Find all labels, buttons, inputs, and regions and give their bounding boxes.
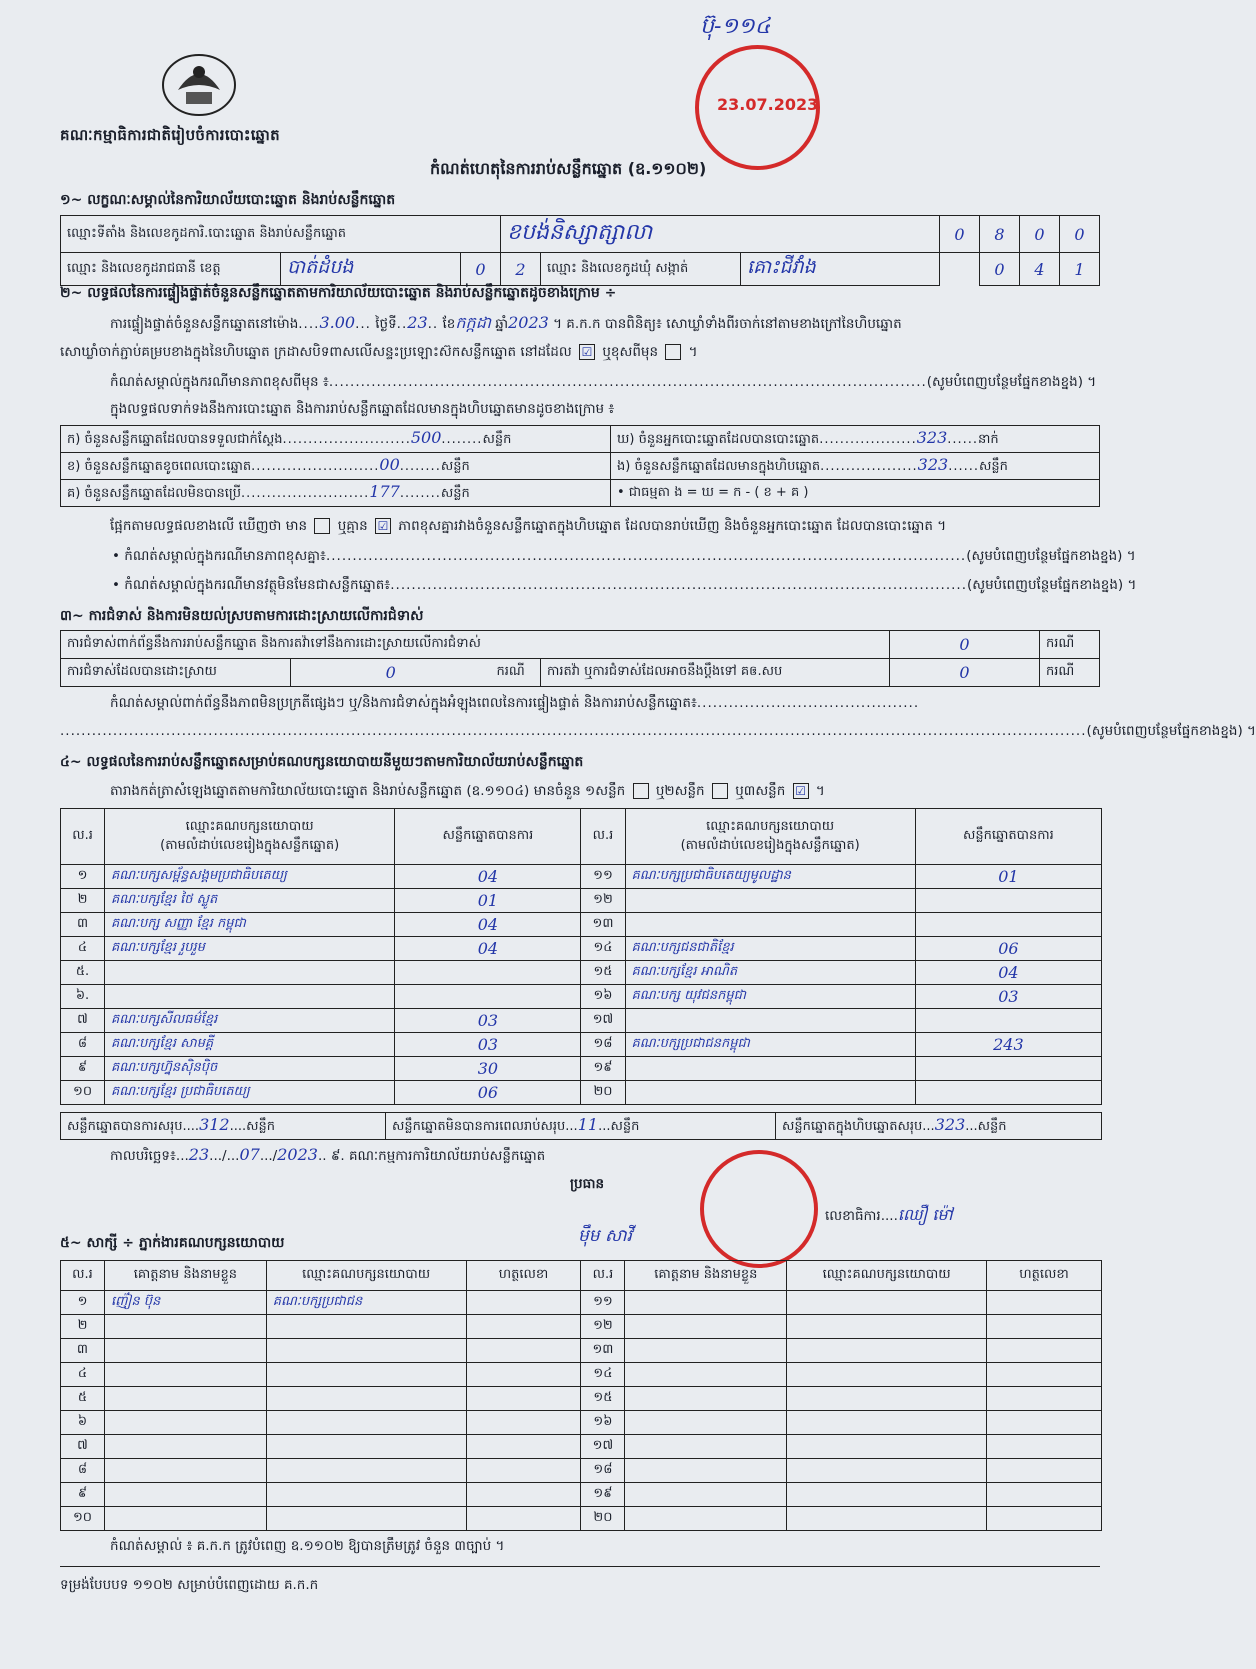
party-name: គណៈបក្សប្រជាធិបតេយ្យមូលដ្ឋាន [625, 865, 915, 889]
has-difference-checkbox[interactable] [314, 518, 330, 534]
col-no: ល.រ [581, 809, 625, 865]
party-votes: 03 [395, 1033, 581, 1057]
witness-name [625, 1291, 787, 1315]
commune-label: ឈ្មោះ និងលេខកូដឃុំ សង្កាត់ [541, 253, 741, 286]
witness-row [61, 1459, 1102, 1483]
section1-heading: ១~ លក្ខណៈសម្គាល់នៃការិយាល័យបោះឆ្នោត និងរាប់សន្លឹកឆ្នោត [60, 192, 396, 208]
witness-name: ញ៉ៀន ប៊ុន [104, 1291, 266, 1315]
witness-name [104, 1459, 266, 1483]
col-votes: សន្លឹកឆ្នោតបានការ [915, 809, 1101, 865]
witness-signature [987, 1435, 1102, 1459]
compare-line: ផ្អែកតាមលទ្ធផលខាងលើ ឃើញថា មាន ឬគ្មាន ☑ ភាពខុសគ្នារវាងចំនួនសន្លឹកឆ្នោតក្នុងហិបឆ្នោត ដែលបានរាប់ឃើញ និងចំនួនអ្នកបោះឆ្នោត ដែលបានបោះឆ្នោត ។ [110, 518, 947, 534]
witness-name [625, 1435, 787, 1459]
party-no: ៣ [61, 913, 105, 937]
count-left: ខ) ចំនួនសន្លឹកឆ្នោតខូចពេលបោះឆ្នោត.........................00........សន្លឹក [61, 453, 611, 480]
party-votes: 04 [395, 865, 581, 889]
witness-name [104, 1315, 266, 1339]
party-no: ៧ [61, 1009, 105, 1033]
witness-signature [987, 1411, 1102, 1435]
party-votes: 04 [395, 937, 581, 961]
witness-party [787, 1339, 987, 1363]
witness-name [625, 1363, 787, 1387]
witness-party [266, 1435, 466, 1459]
form-title: កំណត់ហេតុនៃការរាប់សន្លឹកឆ្នោត (ឧ.១១០២) [430, 159, 707, 178]
party-votes [915, 1009, 1101, 1033]
party-no: ១៨ [581, 1033, 625, 1057]
official-stamp-top [695, 45, 820, 170]
province-code-digit: 0 [461, 253, 501, 286]
party-row [61, 961, 1102, 985]
party-row [61, 985, 1102, 1009]
party-name [625, 1057, 915, 1081]
top-handwritten-number: ប៊ុ-១១៤ [700, 14, 771, 39]
party-votes: 06 [395, 1081, 581, 1105]
verify-line: ការផ្ទៀងផ្ទាត់ចំនួនសន្លឹកឆ្នោតនៅម៉ោង....3.00... ថ្ងៃទី..23.. ខែកក្កដា ឆ្នាំ2023 ។ គ.ក.ក បានពិនិត្យ៖ សោឃ្លាំទាំងពីរចាក់នៅតាមខាងក្រៅនៃហិបឆ្នោត [110, 313, 902, 332]
witness-no: ៩ [61, 1483, 105, 1507]
witness-no: ១៦ [581, 1411, 625, 1435]
party-votes: 04 [395, 913, 581, 937]
location-table [60, 215, 1100, 286]
changed-checkbox[interactable] [665, 344, 681, 360]
count-right: • ជាធម្មតា ង = ឃ = ក - ( ខ + គ ) [611, 480, 1100, 507]
party-votes: 04 [915, 961, 1101, 985]
witness-row [61, 1411, 1102, 1435]
objection-unit: ករណី [1040, 631, 1100, 659]
witness-no: ១៤ [581, 1363, 625, 1387]
resolved-value: 0 [291, 659, 491, 687]
ballot-count-row [61, 426, 1100, 453]
party-name: គណៈបក្សសីលធម៌ខ្មែរ [105, 1009, 395, 1033]
witness-row [61, 1315, 1102, 1339]
witness-no: ១៥ [581, 1387, 625, 1411]
bullet-difference: • កំណត់សម្គាល់ក្នុងករណីមានភាពខុសគ្នា៖.........................................................................................................................(សូមបំពេញបន្ថែមផ្នែកខាងខ្នង) ។ [112, 548, 1136, 564]
witness-row [61, 1507, 1102, 1531]
witness-row [61, 1483, 1102, 1507]
secretary-line: លេខាធិការ....ឈឿ ម៉ៅ [825, 1205, 953, 1224]
col-party: ឈ្មោះគណបក្សនយោបាយ [266, 1261, 466, 1291]
bullet-foreign-object: • កំណត់សម្គាល់ក្នុងករណីមានវត្ថុមិនមែនជាសន្លឹកឆ្នោត៖.............................................................................................................(សូមបំពេញបន្ថែមផ្នែកខាងខ្នង) ។ [112, 577, 1137, 593]
official-stamp-bottom [700, 1150, 818, 1268]
witness-signature [466, 1411, 581, 1435]
party-name: គណៈបក្ស យុវជនកម្ពុជា [625, 985, 915, 1009]
party-no: ១៤ [581, 937, 625, 961]
witness-party [787, 1315, 987, 1339]
party-no: ១១ [581, 865, 625, 889]
party-no: ១០ [61, 1081, 105, 1105]
stamp-date: 23.07.2023 [717, 95, 819, 114]
witness-name [104, 1387, 266, 1411]
irregularity-note: កំណត់សម្គាល់ពាក់ព័ន្ធនឹងភាពមិនប្រក្រតីផ្សេងៗ ឬ/និងការជំទាស់ក្នុងអំឡុងពេលនៃការផ្ទៀងផ្ទាត់ និងការរាប់សន្លឹកឆ្នោត៖.......................................... [110, 695, 920, 711]
witness-name [625, 1315, 787, 1339]
witness-name [625, 1411, 787, 1435]
appeal-unit: ករណី [1040, 659, 1100, 687]
col-signature: ហត្ថលេខា [466, 1261, 581, 1291]
commune-code-digit: 1 [1060, 253, 1100, 286]
province-code-digit: 2 [501, 253, 541, 286]
party-no: ១៩ [581, 1057, 625, 1081]
party-votes [915, 889, 1101, 913]
witness-name [625, 1483, 787, 1507]
witness-no: ៦ [61, 1411, 105, 1435]
witness-row [61, 1339, 1102, 1363]
party-row [61, 1057, 1102, 1081]
col-signature: ហត្ថលេខា [987, 1261, 1102, 1291]
witness-name [104, 1507, 266, 1531]
witness-party [266, 1363, 466, 1387]
tally-sheet-line: តារាងកត់ត្រាសំឡេងឆ្នោតតាមការិយាល័យបោះឆ្នោត និងរាប់សន្លឹកឆ្នោត (ឧ.១១០៤) មានចំនួន ១សន្លឹក ឬ២សន្លឹក ឬ៣សន្លឹក ☑ ។ [110, 783, 825, 799]
witness-party [266, 1507, 466, 1531]
resolved-label: ការជំទាស់ដែលបានដោះស្រាយ [61, 659, 291, 687]
witness-signature [466, 1339, 581, 1363]
party-row [61, 913, 1102, 937]
witness-party: គណៈបក្សប្រជាជន [266, 1291, 466, 1315]
party-votes: 03 [915, 985, 1101, 1009]
witness-party [787, 1363, 987, 1387]
party-no: ១៧ [581, 1009, 625, 1033]
form-code: ទម្រង់បែបបទ ១១០២ សម្រាប់បំពេញដោយ គ.ក.ក [60, 1577, 319, 1593]
witness-no: ១ [61, 1291, 105, 1315]
commune-code-digit: 4 [1020, 253, 1060, 286]
party-name: គណៈបក្សសម្ព័ន្ធសង្គមប្រជាធិបតេយ្យ [105, 865, 395, 889]
witness-signature [466, 1291, 581, 1315]
witness-no: ៥ [61, 1387, 105, 1411]
party-name: គណៈបក្សខ្មែរ ថៃ ស្លូត [105, 889, 395, 913]
section5-heading: ៥~ សាក្សី ÷ ភ្នាក់ងារគណបក្សនយោបាយ [60, 1235, 285, 1251]
col-party: ឈ្មោះគណបក្សនយោបាយ [787, 1261, 987, 1291]
col-no: ល.រ [61, 1261, 105, 1291]
code-digit: 8 [980, 216, 1020, 253]
ballot-count-table [60, 425, 1100, 507]
col-votes: សន្លឹកឆ្នោតបានការ [395, 809, 581, 865]
witness-name [625, 1387, 787, 1411]
note-intact-line: កំណត់សម្គាល់ក្នុងករណីមានភាពខុសពីមុន ៖.................................................................................................................(សូមបំពេញបន្ថែមផ្នែកខាងខ្នង) ។ [110, 374, 1097, 390]
party-name: គណៈបក្សហ្វ៊ុនស៊ិនប៉ិច [105, 1057, 395, 1081]
footer-divider [60, 1566, 1100, 1567]
witness-party [266, 1387, 466, 1411]
witness-signature [987, 1339, 1102, 1363]
party-name: គណៈបក្ស សញ្ញា ខ្មែរ កម្ពុជា [105, 913, 395, 937]
unchanged-checkbox[interactable]: ☑ [579, 344, 595, 360]
party-name [625, 1009, 915, 1033]
seal-line: សោឃ្លាំចាក់ភ្ជាប់គម្របខាងក្នុងនៃហិបឆ្នោត ក្រដាសបិទពាសលើសន្ទះប្រឡោះស៊កសន្លឹកឆ្នោត នៅដដែល ☑ ឬខុសពីមុន ។ [60, 344, 698, 360]
province-label: ឈ្មោះ និងលេខកូដរាជធានី ខេត្ត [61, 253, 281, 286]
resolved-unit: ករណី [491, 659, 541, 687]
party-votes [395, 985, 581, 1009]
commune-code-digit: 0 [980, 253, 1020, 286]
col-party: ឈ្មោះគណបក្សនយោបាយ (តាមលំដាប់លេខរៀងក្នុងសន្លឹកឆ្នោត) [105, 809, 395, 865]
party-no: ២ [61, 889, 105, 913]
party-no: ១២ [581, 889, 625, 913]
party-no: ២០ [581, 1081, 625, 1105]
witness-row [61, 1435, 1102, 1459]
col-name: គោត្តនាម និងនាមខ្លួន [104, 1261, 266, 1291]
party-name: គណៈបក្សជនជាតិខ្មែរ [625, 937, 915, 961]
witness-no: ២០ [581, 1507, 625, 1531]
witness-signature [466, 1435, 581, 1459]
party-votes [915, 1081, 1101, 1105]
irregularity-note-continued: ..................................................................................................................................................................................................(សូមបំពេញបន្ថែមផ្នែកខាងខ្នង) ។ [60, 723, 1256, 739]
witness-no: ១៩ [581, 1483, 625, 1507]
three-sheet-checkbox[interactable]: ☑ [793, 783, 809, 799]
witness-party [787, 1483, 987, 1507]
party-votes [915, 913, 1101, 937]
witness-signature [987, 1459, 1102, 1483]
party-results-table [60, 808, 1102, 1105]
witness-signature [987, 1387, 1102, 1411]
objection-value: 0 [890, 631, 1040, 659]
section2-heading: ២~ លទ្ធផលនៃការផ្ទៀងផ្ទាត់ចំនួនសន្លឹកឆ្នោតតាមការិយាល័យបោះឆ្នោត និងរាប់សន្លឹកឆ្នោតដូចខាងក្រោម ÷ [60, 285, 617, 301]
location-value: ខបង់និស្សាត្សាលា [501, 216, 940, 253]
commune-value: គោះជីវាំង [741, 253, 940, 286]
chair-label: ប្រធាន [570, 1176, 605, 1192]
witness-row [61, 1387, 1102, 1411]
witness-signature [466, 1507, 581, 1531]
col-party: ឈ្មោះគណបក្សនយោបាយ (តាមលំដាប់លេខរៀងក្នុងសន្លឹកឆ្នោត) [625, 809, 915, 865]
witness-signature [466, 1387, 581, 1411]
count-right: ឃ) ចំនួនអ្នកបោះឆ្នោតដែលបានបោះឆ្នោត...................323......នាក់ [611, 426, 1100, 453]
party-votes [395, 961, 581, 985]
code-digit: 0 [1060, 216, 1100, 253]
party-no: ១៥ [581, 961, 625, 985]
party-no: ៤ [61, 937, 105, 961]
party-name: គណៈបក្សខ្មែរ ប្រជាធិបតេយ្យ [105, 1081, 395, 1105]
code-digit: 0 [1020, 216, 1060, 253]
witness-name [104, 1363, 266, 1387]
witness-party [787, 1435, 987, 1459]
witness-party [266, 1411, 466, 1435]
total-valid: សន្លឹកឆ្នោតបានការសរុប....312....សន្លឹក [61, 1113, 386, 1140]
witness-signature [466, 1363, 581, 1387]
witness-no: ១២ [581, 1315, 625, 1339]
witness-name [104, 1411, 266, 1435]
result-intro: ក្នុងលទ្ធផលទាក់ទងនឹងការបោះឆ្នោត និងការរាប់សន្លឹកឆ្នោតដែលមានក្នុងហិបឆ្នោតមានដូចខាងក្រោម ៖ [110, 401, 615, 417]
count-left: គ) ចំនួនសន្លឹកឆ្នោតដែលមិនបានប្រើ.........................177........សន្លឹក [61, 480, 611, 507]
party-no: ៨ [61, 1033, 105, 1057]
party-row [61, 1081, 1102, 1105]
witness-table [60, 1260, 1102, 1531]
witness-party [787, 1411, 987, 1435]
witness-party [266, 1339, 466, 1363]
section4-heading: ៤~ លទ្ធផលនៃការរាប់សន្លឹកឆ្នោតសម្រាប់គណបក្សនយោបាយនីមួយៗតាមការិយាល័យរាប់សន្លឹកឆ្នោត [60, 754, 584, 770]
ballot-count-row [61, 453, 1100, 480]
witness-no: ២ [61, 1315, 105, 1339]
no-difference-checkbox[interactable]: ☑ [375, 518, 391, 534]
party-no: ៥. [61, 961, 105, 985]
witness-no: ១១ [581, 1291, 625, 1315]
witness-name [625, 1339, 787, 1363]
count-right: ង) ចំនួនសន្លឹកឆ្នោតដែលមានក្នុងហិបឆ្នោត...................323......សន្លឹក [611, 453, 1100, 480]
province-value: បាត់ដំបង [281, 253, 461, 286]
witness-row [61, 1291, 1102, 1315]
party-votes: 01 [395, 889, 581, 913]
witness-name [104, 1435, 266, 1459]
code-digit: 0 [940, 216, 980, 253]
witness-party [266, 1315, 466, 1339]
witness-signature [466, 1315, 581, 1339]
party-votes: 30 [395, 1057, 581, 1081]
witness-no: ១៨ [581, 1459, 625, 1483]
witness-signature [987, 1291, 1102, 1315]
witness-name [625, 1459, 787, 1483]
party-name [625, 913, 915, 937]
party-row [61, 1033, 1102, 1057]
party-row [61, 865, 1102, 889]
party-name: គណៈបក្សប្រជាជនកម្ពុជា [625, 1033, 915, 1057]
party-name: គណៈបក្សខ្មែរ សាមគ្គី [105, 1033, 395, 1057]
nec-logo [158, 50, 240, 120]
witness-no: ១០ [61, 1507, 105, 1531]
party-votes: 03 [395, 1009, 581, 1033]
count-left: ក) ចំនួនសន្លឹកឆ្នោតដែលបានទទួលជាក់ស្តែង.........................500........សន្លឹក [61, 426, 611, 453]
objection-table [60, 630, 1100, 687]
total-invalid: សន្លឹកឆ្នោតមិនបានការពេលរាប់សរុប...11...សន្លឹក [386, 1113, 776, 1140]
section3-heading: ៣~ ការជំទាស់ និងការមិនយល់ស្របតាមការដោះស្រាយលើការជំទាស់ [60, 608, 424, 624]
witness-row [61, 1363, 1102, 1387]
total-in-box: សន្លឹកឆ្នោតក្នុងហិបឆ្នោតសរុប...323...សន្លឹក [776, 1113, 1102, 1140]
witness-no: ៧ [61, 1435, 105, 1459]
party-name [105, 961, 395, 985]
witness-signature [466, 1459, 581, 1483]
witness-signature [987, 1315, 1102, 1339]
witness-name [104, 1483, 266, 1507]
footnote: កំណត់សម្គាល់ ៖ គ.ក.ក ត្រូវបំពេញ ឧ.១១០២ ឱ្យបានត្រឹមត្រូវ ចំនួន ៣ច្បាប់ ។ [110, 1538, 505, 1554]
party-name [625, 889, 915, 913]
party-no: ៦. [61, 985, 105, 1009]
party-row [61, 937, 1102, 961]
party-votes: 01 [915, 865, 1101, 889]
party-votes: 06 [915, 937, 1101, 961]
party-name: គណៈបក្សខ្មែរ រួបរួម [105, 937, 395, 961]
party-row [61, 889, 1102, 913]
two-sheet-checkbox[interactable] [712, 783, 728, 799]
witness-party [787, 1459, 987, 1483]
party-no: ៩ [61, 1057, 105, 1081]
party-name [625, 1081, 915, 1105]
appeal-label: ការតវ៉ា ឬការជំទាស់ដែលអាចនឹងប្តឹងទៅ គឲ.សប [541, 659, 890, 687]
party-votes [915, 1057, 1101, 1081]
one-sheet-checkbox[interactable] [633, 783, 649, 799]
ballot-count-row [61, 480, 1100, 507]
totals-table [60, 1112, 1102, 1140]
witness-name [104, 1339, 266, 1363]
witness-no: ៤ [61, 1363, 105, 1387]
witness-no: ១៣ [581, 1339, 625, 1363]
witness-signature [987, 1363, 1102, 1387]
witness-signature [466, 1483, 581, 1507]
party-row [61, 1009, 1102, 1033]
date-line: កាលបរិច្ឆេទ៖...23.../...07.../2023.. ៩. គណៈកម្មការការិយាល័យរាប់សន្លឹកឆ្នោត [110, 1145, 546, 1164]
org-name: គណៈកម្មាធិការជាតិរៀបចំការបោះឆ្នោត [60, 126, 280, 144]
witness-signature [987, 1483, 1102, 1507]
witness-party [787, 1291, 987, 1315]
location-label: ឈ្មោះទីតាំង និងលេខកូដការិ.បោះឆ្នោត និងរាប់សន្លឹកឆ្នោត [61, 216, 501, 253]
witness-party [787, 1387, 987, 1411]
witness-signature [987, 1507, 1102, 1531]
party-no: ១៦ [581, 985, 625, 1009]
objection-label: ការជំទាស់ពាក់ព័ន្ធនឹងការរាប់សន្លឹកឆ្នោត និងការតវ៉ាទៅនឹងការដោះស្រាយលើការជំទាស់ [61, 631, 890, 659]
party-name [105, 985, 395, 1009]
witness-name [625, 1507, 787, 1531]
col-no: ល.រ [61, 809, 105, 865]
appeal-value: 0 [890, 659, 1040, 687]
party-no: ១ [61, 865, 105, 889]
col-no: ល.រ [581, 1261, 625, 1291]
party-votes: 243 [915, 1033, 1101, 1057]
witness-no: ១៧ [581, 1435, 625, 1459]
col-name: គោត្តនាម និងនាមខ្លួន [625, 1261, 787, 1291]
witness-no: ៣ [61, 1339, 105, 1363]
chair-name: ម៉ឹម សាវី [578, 1226, 632, 1246]
witness-party [266, 1483, 466, 1507]
party-name: គណៈបក្សខ្មែរ អាណិត [625, 961, 915, 985]
party-no: ១៣ [581, 913, 625, 937]
witness-party [266, 1459, 466, 1483]
witness-party [787, 1507, 987, 1531]
witness-no: ៨ [61, 1459, 105, 1483]
